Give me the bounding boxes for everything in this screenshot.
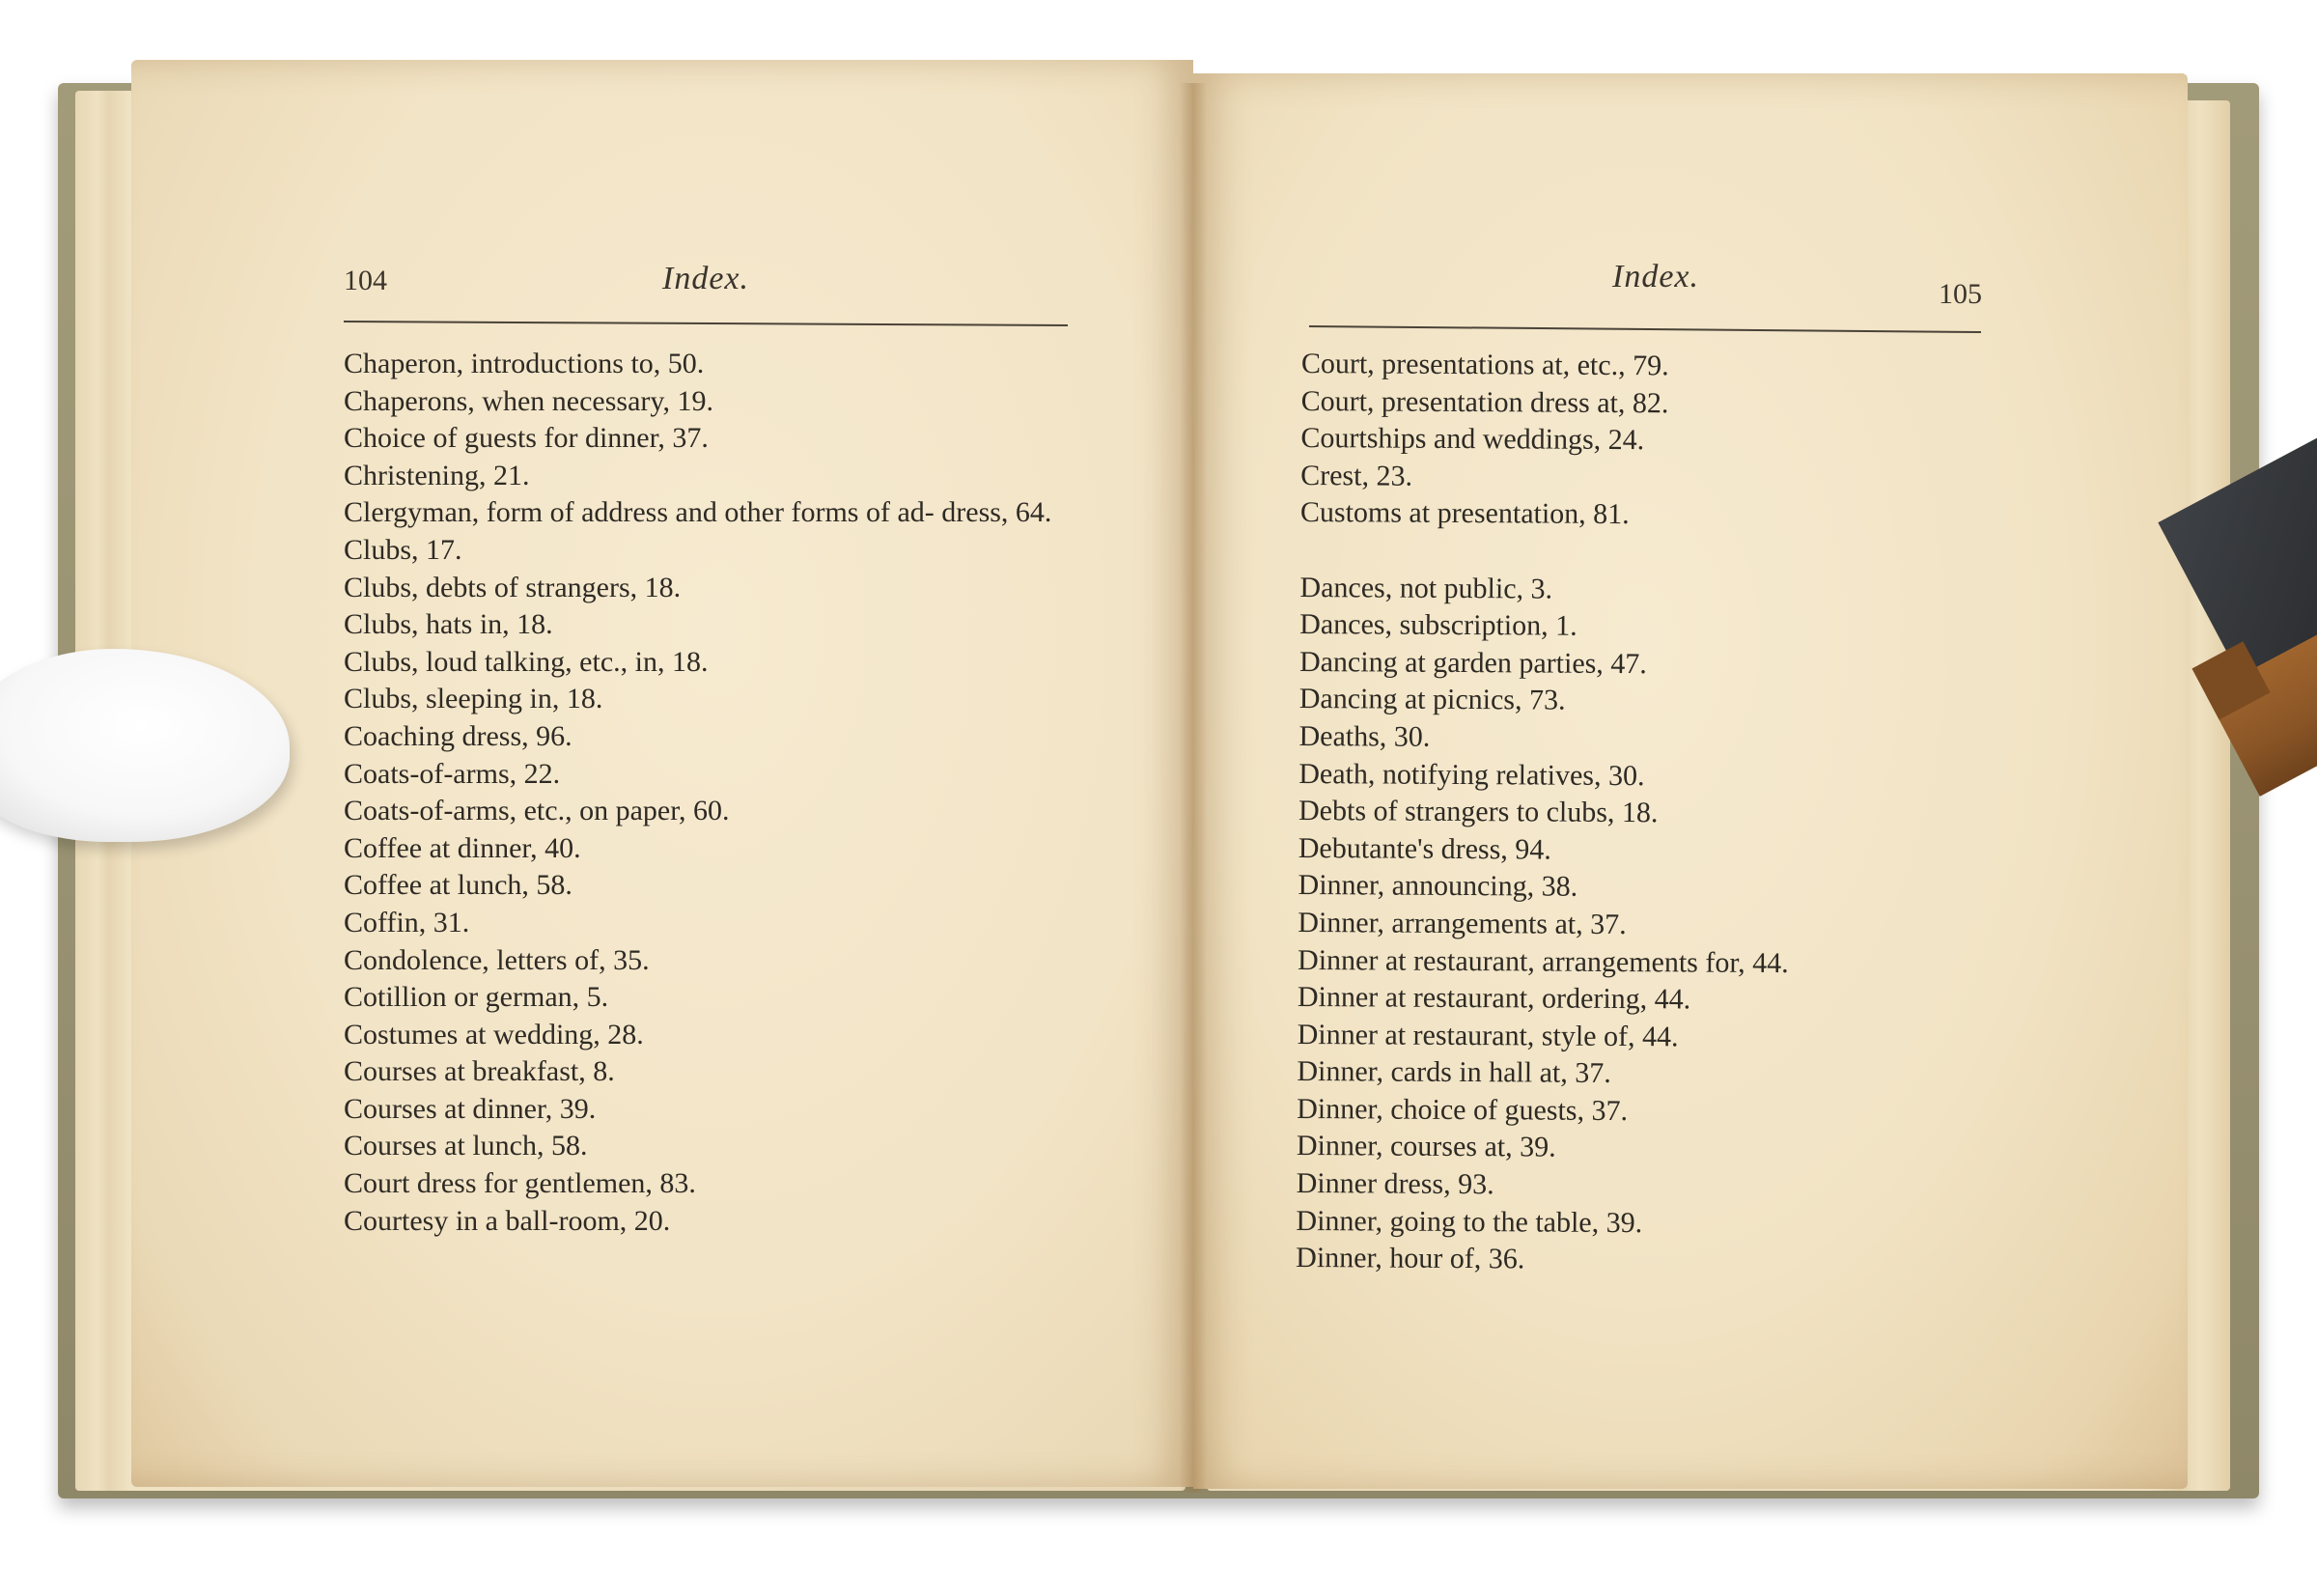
index-entry: Clergyman, form of address and other forms of ad- dress, 64. xyxy=(344,496,1052,529)
right-running-head: Index. xyxy=(1612,259,1700,294)
index-entry: Dinner at restaurant, ordering, 44. xyxy=(1297,981,1691,1016)
index-entry: Crest, 23. xyxy=(1300,459,1413,492)
index-entry: Chaperons, when necessary, 19. xyxy=(344,384,713,417)
index-entry: Clubs, hats in, 18. xyxy=(344,608,553,641)
index-entry: Death, notifying relatives, 30. xyxy=(1298,757,1645,792)
index-entry: Condolence, letters of, 35. xyxy=(344,943,650,976)
index-entry: Dinner, going to the table, 39. xyxy=(1296,1204,1643,1239)
index-entry: Courtesy in a ball-room, 20. xyxy=(344,1204,671,1237)
index-entry: Courses at breakfast, 8. xyxy=(344,1055,615,1088)
index-entry: Court, presentations at, etc., 79. xyxy=(1300,347,1669,382)
right-page-number: 105 xyxy=(1939,278,1982,310)
index-entry: Courtships and weddings, 24. xyxy=(1300,422,1645,457)
index-entry: Dancing at garden parties, 47. xyxy=(1298,645,1647,680)
left-page-number: 104 xyxy=(344,265,387,296)
index-entry: Coffin, 31. xyxy=(344,906,470,938)
index-entry: Cotillion or german, 5. xyxy=(344,981,609,1014)
index-entry: Coffee at lunch, 58. xyxy=(344,869,572,902)
index-entry: Chaperon, introductions to, 50. xyxy=(344,348,705,379)
left-index-list xyxy=(344,346,1070,1240)
index-entry: Clubs, loud talking, etc., in, 18. xyxy=(344,645,709,678)
index-entry: Clubs, debts of strangers, 18. xyxy=(344,571,682,603)
right-index-list xyxy=(1296,346,1996,1281)
index-entry: Coffee at dinner, 40. xyxy=(344,831,581,864)
index-entry: Deaths, 30. xyxy=(1298,719,1431,753)
index-entry: Customs at presentation, 81. xyxy=(1299,496,1630,531)
index-entry: Debutante's dress, 94. xyxy=(1298,831,1551,866)
index-entry: Dinner, hour of, 36. xyxy=(1296,1242,1525,1275)
index-entry: Clubs, 17. xyxy=(344,533,462,566)
index-entry: Court dress for gentlemen, 83. xyxy=(344,1167,696,1200)
index-entry: Choice of guests for dinner, 37. xyxy=(344,422,709,455)
index-entry: Dinner at restaurant, arrangements for, 44. xyxy=(1298,943,1789,979)
index-entry: Coats-of-arms, etc., on paper, 60. xyxy=(344,795,730,827)
index-entry: Coats-of-arms, 22. xyxy=(344,757,561,790)
left-running-head: Index. xyxy=(662,261,750,296)
index-entry: Costumes at wedding, 28. xyxy=(344,1018,644,1050)
index-entry: Dancing at picnics, 73. xyxy=(1298,683,1566,717)
index-entry: Dinner, announcing, 38. xyxy=(1298,869,1578,904)
index-entry: Dinner, choice of guests, 37. xyxy=(1297,1092,1629,1127)
index-section-gap xyxy=(1300,532,1996,574)
index-entry: Dinner at restaurant, style of, 44. xyxy=(1297,1018,1679,1053)
index-entry: Christening, 21. xyxy=(344,459,530,491)
index-entry: Dinner, cards in hall at, 37. xyxy=(1297,1055,1611,1090)
index-entry: Debts of strangers to clubs, 18. xyxy=(1298,795,1659,829)
index-entry: Coaching dress, 96. xyxy=(344,719,572,752)
index-entry: Dinner dress, 93. xyxy=(1296,1167,1494,1201)
index-entry: Dinner, courses at, 39. xyxy=(1296,1130,1556,1164)
book-gutter xyxy=(1180,83,1207,1493)
index-entry: Dinner, arrangements at, 37. xyxy=(1298,906,1627,940)
index-entry: Clubs, sleeping in, 18. xyxy=(344,683,603,715)
index-entry: Dances, subscription, 1. xyxy=(1299,608,1577,642)
index-entry: Dances, not public, 3. xyxy=(1299,571,1553,605)
index-entry: Courses at dinner, 39. xyxy=(344,1092,597,1125)
index-entry: Courses at lunch, 58. xyxy=(344,1130,588,1162)
index-entry: Court, presentation dress at, 82. xyxy=(1300,384,1669,419)
